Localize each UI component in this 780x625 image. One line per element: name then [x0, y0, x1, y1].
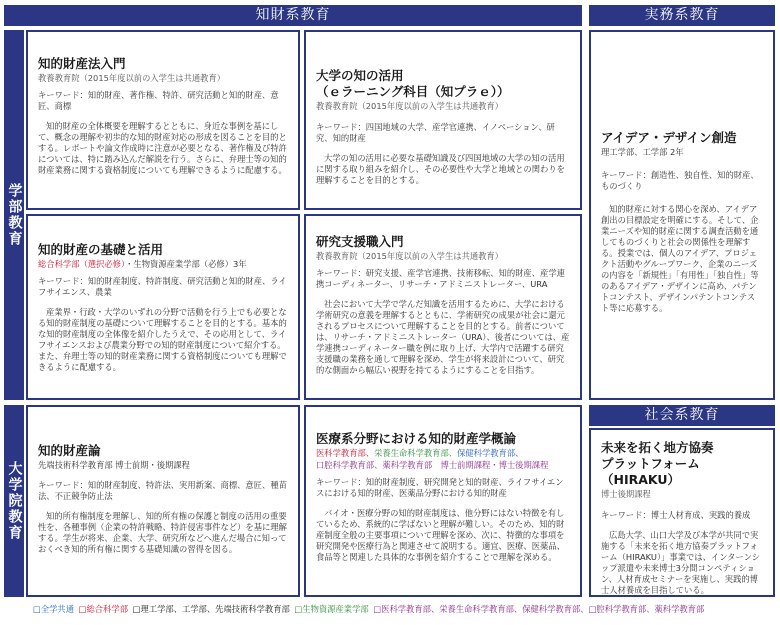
course-department: 博士後期課程 [601, 489, 651, 499]
course-description: バイオ・医療分野の知的財産制度は、他分野にはない特徴を有しているため、系統的に学ばないと理解が難しい。そのため、知的財産制度全般の主要事項について理解を深め、次に、特徴的な事項を研究開発や医療行為と関連させて説明する。適宜、医療、医薬品、食品等と関連した具体的な事例を紹介することで理解を深める。 [316, 508, 565, 562]
course-description: 知的財産に対する関心を深め、アイデア創出の目標設定を明確にする。そして、企業ニーズや知的財産に関する調査活動を通してものづくりと社会の関係性を理解する。授業では、個人のアイデア、プロジェクト活動やグループワーク、企業のニーズの内容を「新規性」「有用性」「独自性」等のあるアイデア・デザインに高め、パテントコンテスト、デザインパテントコンテスト等に応募する。 [601, 204, 759, 313]
course-keywords: キーワード：知的財産制度、研究開発と知的財産、ライフサイエンスにおける知的財産、医薬品分野における知的財産 [316, 477, 564, 498]
side-label-grad-text: 大学院教育 [6, 461, 23, 541]
department-oral: 口腔科学教育部、 [316, 460, 383, 470]
course-title: 未来を拓く地方協奏 プラットフォーム（HIRAKU） [601, 440, 714, 487]
department-nutrition: 栄養生命科学教育部、 [374, 448, 458, 458]
course-card-ip-basics[interactable] [26, 214, 300, 400]
course-card-ip-theory[interactable] [26, 405, 300, 597]
course-description: 大学の知の活用に必要な基礎知識及び四国地域の大学の知の活用に関する取り組みを紹介し、その必要性や大学と地域との関わりを理解することを目的とする。 [316, 153, 565, 185]
course-title: 医療系分野における知的財産学概論 [316, 431, 517, 446]
course-card-hiraku[interactable] [589, 428, 775, 597]
department-red: 総合科学部（選択必修） [38, 259, 126, 269]
course-department [316, 448, 570, 459]
course-department: 教養教育院（2015年度以前の入学生は共通教育） [38, 73, 226, 83]
department-pharma: 薬科学教育部 [382, 460, 433, 470]
side-label-grad [4, 405, 24, 597]
color-legend [33, 603, 706, 615]
course-keywords: キーワード：知的財産制度、特許法、実用新案、商標、意匠、種苗法、不正競争防止法 [38, 480, 287, 501]
course-department [38, 259, 288, 270]
legend-item-integrated-science: □総合科学部 [78, 604, 128, 614]
course-department: 理工学部、工学部 2年 [601, 147, 684, 157]
course-keywords: キーワード：知的財産制度、特許制度、研究活動と知的財産、ライフサイエンス、農業 [38, 276, 287, 297]
header-ip-education: 知財系教育 [4, 5, 582, 26]
course-description: 知的所有権制度を理解し、知的所有権の保護と制度の活用の重要性を、各種事例（企業の特許戦略、特許侵害事件など）を基に理解する。学生が将来、企業、大学、研究所などへ進んだ場合に知っておくべき知的所有権に関する基礎知識の習得を図る。 [38, 511, 287, 554]
course-card-idea-design[interactable] [589, 30, 775, 400]
course-department: 先端技術科学教育部 博士前期・後期課程 [38, 460, 190, 470]
legend-item-bioresource: □生物資源産業学部 [294, 604, 369, 614]
course-keywords: キーワード：博士人材育成、実践的養成 [601, 510, 751, 520]
course-keywords: キーワード：創造性、独自性、知的財産、ものづくり [601, 170, 759, 191]
course-title: 研究支援職入門 [316, 234, 404, 249]
course-title: 大学の知の活用 （ｅラーニング科目（知プラｅ）） [316, 68, 510, 99]
department-rest: ・生物資源産業学部（必修）3年 [125, 259, 247, 269]
side-label-undergrad-text: 学部教育 [6, 183, 23, 247]
course-title: 知的財産の基礎と活用 [38, 242, 164, 257]
course-card-medical-ip[interactable] [304, 405, 582, 597]
course-title: アイデア・デザイン創造 [601, 130, 737, 145]
course-card-ip-law-intro[interactable] [26, 30, 300, 210]
course-description: 産業界・行政・大学のいずれの分野で活動を行う上でも必要となる知的財産制度の基礎について理解することを目的とする。基本的な知的財産制度の全体像を紹介したうえで、その応用として、ライフサイエンスおよび農業分野での知的財産制度について紹介する。また、弁理士等の知的財産業務に関する資格制度についても理解できるように配慮する。 [38, 307, 287, 372]
course-department: 教養教育院（2015年度以前の入学生は共通教育） [316, 251, 504, 261]
course-title: 知的財産法入門 [38, 56, 126, 71]
legend-item-medical: □医科学教育部、栄養生命科学教育部、保健科学教育部、□腔科学教育部、薬科学教育部 [373, 604, 705, 614]
course-title: 知的財産論 [38, 443, 101, 458]
department-medical: 医科学教育部、 [316, 448, 375, 458]
legend-item-science-engineering: □理工学部、工学部、先端技術科学教育部 [132, 604, 290, 614]
legend-item-common: □全学共通 [33, 604, 75, 614]
course-keywords: キーワード：知的財産、著作権、特許、研究活動と知的財産、意匠、商標 [38, 90, 279, 111]
course-department: 教養教育院（2015年度以前の入学生は共通教育） [316, 101, 504, 111]
header-social-education: 社会系教育 [589, 405, 775, 426]
course-keywords: キーワード：研究支援、産学官連携、技術移転、知的財産、産学連携コーディネーター、リサーチ・アドミニストレーター、URA [316, 268, 565, 289]
course-description: 広島大学、山口大学及び本学が共同で実施する「未来を拓く地方協奏プラットフォーム（HIRAKU）」事業では、インターンシップ派遣や未来博士3分間コンペティション、人材育成セミナーを実施し、実践的博士人材養成を目指している。 [601, 530, 760, 595]
department-health: 保健科学教育部、 [457, 448, 524, 458]
course-card-university-knowledge[interactable] [304, 30, 582, 210]
course-description: 社会において大学で学んだ知識を活用するために、大学における学術研究の意義を理解するとともに、学術研究の成果が社会に還元されるプロセスについて理解することを目的とする。前者については、リサーチ・アドミニストレーター（URA）、後者については、産学連携コーディネーター職を例に取り上げ、大学内で活躍する研究支援職の業務を通して理解を深め、学生が将来設計について、研究的な側面から幅広い視野を持てるようにすることを目指す。 [316, 299, 570, 375]
side-label-undergrad [4, 30, 24, 400]
department-course-level: 博士前期課程・博士後期課程 [440, 460, 549, 470]
header-practical-education: 実務系教育 [589, 5, 775, 26]
course-keywords: キーワード：四国地域の大学、産学官連携、イノベーション、研究、知的財産 [316, 122, 555, 143]
course-card-research-support[interactable] [304, 214, 582, 400]
course-description: 知的財産の全体概要を理解するとともに、身近な事例を基にして、概念の理解や初歩的な知的財産対応の形成を図ることを目的とする。レポートや論文作成時に注意が必要となる、著作権及び特許については、特に踏み込んだ解説を行う。さらに、弁理士等の知的財産業務に関する資格制度についても理解できるように配慮する。 [38, 121, 287, 175]
course-department-line2 [316, 460, 570, 471]
